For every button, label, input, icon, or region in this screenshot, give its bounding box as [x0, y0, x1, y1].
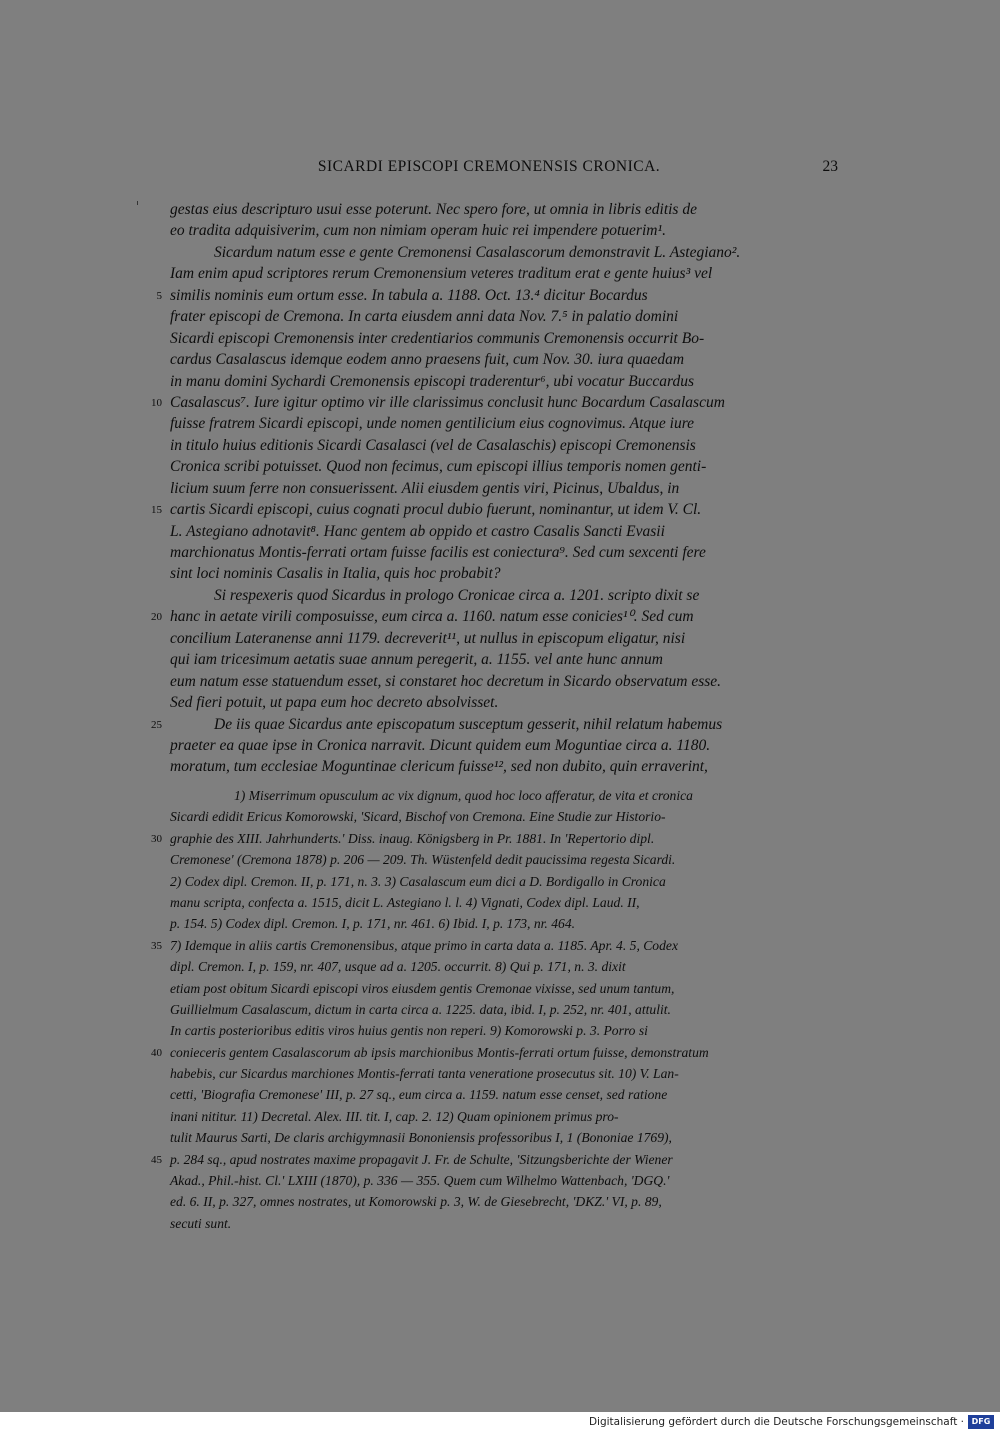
- footnote-line: [151, 1149, 838, 1170]
- footnote-line: [170, 849, 838, 870]
- line-text: in manu domini Sychardi Cremonensis episcopi traderentur⁶, ubi vocatur Buccardus: [170, 372, 695, 390]
- text-line: [156, 285, 838, 306]
- footnote-line: [170, 913, 838, 934]
- footnotes: [151, 785, 838, 1234]
- footnote-line: [170, 1106, 838, 1127]
- dfg-logo[interactable]: DFG: [968, 1415, 994, 1429]
- line-text: marchionatus Montis-ferrati ortam fuisse facilis est coniectura⁹. Sed cum sexcenti fere: [170, 544, 706, 561]
- text-line: [170, 628, 838, 649]
- text-line: [170, 263, 838, 284]
- line-text: In cartis posterioribus editis viros huius gentis non reperi. 9) Komorowski p. 3. Porro si: [170, 1023, 648, 1039]
- line-text: fuisse fratrem Sicardi episcopi, unde nomen gentilicium eius cognovimus. Atque iure: [170, 415, 695, 433]
- funding-notice: Digitalisierung gefördert durch die Deutsche Forschungsgemeinschaft ·: [588, 1416, 964, 1428]
- footnote-line: [170, 1084, 838, 1105]
- line-text: Iam enim apud scriptores rerum Cremonensium veteres traditum erat e gente huius³ vel: [170, 265, 713, 283]
- text-line: [170, 328, 838, 349]
- line-text: moratum, tum ecclesiae Moguntinae clericum fuisse¹², sed non dubito, quin erraverint,: [170, 758, 708, 776]
- text-line: [170, 435, 838, 456]
- line-text: cetti, 'Biografia Cremonese' III, p. 27 sq., eum circa a. 1159. natum esse censet, sed ratione: [170, 1087, 668, 1103]
- footnote-line: [170, 871, 838, 892]
- line-text: graphie des XIII. Jahrhunderts.' Diss. inaug. Königsberg in Pr. 1881. In 'Repertorio dipl.: [170, 830, 655, 846]
- footnote-line: [151, 828, 838, 849]
- line-number: 15: [151, 504, 162, 517]
- line-number: 5: [156, 289, 162, 302]
- text-line: [151, 714, 838, 735]
- footnote-line: [151, 935, 838, 956]
- line-text: eo tradita adquisiverim, cum non nimiam operam huic rei impendere potuerim¹.: [170, 222, 666, 240]
- line-text: licium suum ferre non consuerissent. Alii eiusdem gentis viri, Picinus, Ubaldus, in: [170, 479, 680, 497]
- line-number: 30: [151, 832, 162, 845]
- line-text: manu scripta, confecta a. 1515, dicit L. Astegiano l. l. 4) Vignati, Codex dipl. Laud. II,: [170, 894, 640, 910]
- text-line: [170, 242, 838, 263]
- line-text: etiam post obitum Sicardi episcopi viros eiusdem gentis Cremonae vixisse, sed unum tantum,: [170, 980, 675, 996]
- line-text: cartis Sicardi episcopi, cuius cognati procul dubio fuerunt, nominantur, ut idem V. Cl.: [170, 501, 702, 519]
- line-text: 1) Miserrimum opusculum ac vix dignum, quod hoc loco afferatur, de vita et cronica: [234, 788, 693, 803]
- footnote-line: [170, 956, 838, 977]
- text-line: [170, 563, 838, 584]
- page-header: [170, 158, 838, 182]
- running-title: SICARDI EPISCOPI CREMONENSIS CRONICA.: [317, 158, 661, 175]
- text-line: [170, 585, 838, 606]
- line-text: qui iam tricesimum aetatis suae annum peregerit, a. 1155. vel ante hunc annum: [170, 651, 663, 669]
- text-line: [170, 735, 838, 756]
- line-text: tulit Maurus Sarti, De claris archigymnasii Bononiensis professoribus I, 1 (Bononiae 1769),: [170, 1130, 672, 1146]
- line-text: dipl. Cremon. I, p. 159, nr. 407, usque ad a. 1205. occurrit. 8) Qui p. 171, n. 3. dixit: [170, 959, 626, 975]
- line-text: in titulo huius editionis Sicardi Casalasci (vel de Casalaschis) episcopi Cremonensis: [170, 436, 696, 454]
- line-text: Guillielmum Casalascum, dictum in carta circa a. 1225. data, ibid. I, p. 252, nr. 401, attulit.: [170, 1001, 671, 1017]
- line-text: habebis, cur Sicardus marchiones Montis-ferrati tanta veneratione prosecutus sit. 10) V. Lan-: [170, 1066, 679, 1082]
- text-line: [170, 220, 838, 241]
- text-line: [170, 371, 838, 392]
- line-text: p. 284 sq., apud nostrates maxime propagavit J. Fr. de Schulte, 'Sitzungsberichte der Wiener: [170, 1151, 673, 1167]
- text-line: [170, 478, 838, 499]
- text-line: [170, 671, 838, 692]
- line-text: Akad., Phil.-hist. Cl.' LXIII (1870), p. 336 — 355. Quem cum Wilhelmo Wattenbach, 'DGQ.': [170, 1173, 670, 1189]
- line-text: similis nominis eum ortum esse. In tabula a. 1188. Oct. 13.⁴ dicitur Bocardus: [170, 286, 648, 304]
- page-number: 23: [822, 158, 838, 175]
- line-text: praeter ea quae ipse in Cronica narravit. Dicunt quidem eum Moguntiae circa a. 1180.: [170, 736, 711, 754]
- text-line: [170, 306, 838, 327]
- line-text: inani nititur. 11) Decretal. Alex. III. tit. I, cap. 2. 12) Quam opinionem primus pro-: [170, 1108, 619, 1124]
- text-line: [170, 521, 838, 542]
- footnote-line: [170, 806, 838, 827]
- line-text: conieceris gentem Casalascorum ab ipsis marchionibus Montis-ferrati ortum fuisse, demonstratum: [170, 1044, 709, 1060]
- footnote-line: [170, 892, 838, 913]
- line-text: concilium Lateranense anni 1179. decreverit¹¹, ut nullus in episcopum eligatur, nisi: [170, 629, 686, 647]
- line-text: Cremonese' (Cremona 1878) p. 206 — 209. Th. Wüstenfeld dedit paucissima regesta Sicardi.: [170, 852, 676, 868]
- text-line: [170, 456, 838, 477]
- line-text: secuti sunt.: [170, 1215, 232, 1231]
- text-line: [170, 756, 838, 777]
- text-line: [170, 199, 838, 220]
- footnote-line: [170, 978, 838, 999]
- line-text: 2) Codex dipl. Cremon. II, p. 171, n. 3. 3) Casalascum eum dici a D. Bordigallo in Cronica: [170, 873, 666, 889]
- footnote-line: [170, 1170, 838, 1191]
- line-text: Sicardi episcopi Cremonensis inter credentiarios communis Cremonensis occurrit Bo-: [170, 329, 705, 347]
- line-text: sint loci nominis Casalis in Italia, quis hoc probabit?: [170, 565, 501, 583]
- footnote-line: [170, 1213, 838, 1234]
- footnote-line: [170, 999, 838, 1020]
- text-line: [170, 542, 838, 563]
- footnote-line: [170, 1127, 838, 1148]
- line-number: 45: [151, 1153, 162, 1166]
- line-text: 7) Idemque in aliis cartis Cremonensibus, atque primo in carta data a. 1185. Apr. 4. 5, Codex: [170, 937, 678, 953]
- line-text: Casalascus⁷. Iure igitur optimo vir ille clarissimus conclusit hunc Bocardum Casalascum: [170, 393, 725, 411]
- text-line: [170, 349, 838, 370]
- footnote-line: [151, 1042, 838, 1063]
- main-text: [151, 199, 838, 778]
- margin-mark: [137, 201, 138, 205]
- line-text: hanc in aetate virili composuisse, eum circa a. 1160. natum esse conicies¹⁰. Sed cum: [170, 608, 694, 626]
- footnote-line: [170, 785, 838, 806]
- line-text: Sicardi edidit Ericus Komorowski, 'Sicard, Bischof von Cremona. Eine Studie zur Historio-: [170, 809, 666, 825]
- footnote-line: [170, 1020, 838, 1041]
- text-line: [170, 692, 838, 713]
- line-text: Sicardum natum esse e gente Cremonensi Casalascorum demonstravit L. Astegiano².: [214, 243, 741, 261]
- line-text: Si respexeris quod Sicardus in prologo Cronicae circa a. 1201. scripto dixit se: [214, 586, 700, 604]
- line-text: eum natum esse statuendum esset, si constaret hoc decretum in Sicardo observatum esse.: [170, 672, 722, 690]
- line-number: 35: [151, 939, 162, 952]
- text-line: [170, 649, 838, 670]
- line-number: 40: [151, 1046, 162, 1059]
- footer-bar: [0, 1412, 1000, 1434]
- text-line: [151, 392, 838, 413]
- line-text: cardus Casalascus idemque eodem anno praesens fuit, cum Nov. 30. iura quaedam: [170, 351, 685, 369]
- text-line: [170, 413, 838, 434]
- text-line: [151, 606, 838, 627]
- line-number: 10: [151, 396, 162, 409]
- line-text: Sed fieri potuit, ut papa eum hoc decreto absolvisset.: [170, 694, 499, 712]
- line-text: De iis quae Sicardus ante episcopatum susceptum gesserit, nihil relatum habemus: [214, 715, 723, 733]
- line-text: p. 154. 5) Codex dipl. Cremon. I, p. 171, nr. 461. 6) Ibid. I, p. 173, nr. 464.: [170, 916, 576, 932]
- line-text: ed. 6. II, p. 327, omnes nostrates, ut Komorowski p. 3, W. de Giesebrecht, 'DKZ.' VI, p. 89,: [170, 1194, 662, 1210]
- text-line: [151, 499, 838, 520]
- line-text: gestas eius descripturo usui esse poterunt. Nec spero fore, ut omnia in libris editis de: [170, 201, 697, 218]
- line-text: L. Astegiano adnotavit⁸. Hanc gentem ab oppido et castro Casalis Sancti Evasii: [170, 522, 665, 540]
- footnote-line: [170, 1063, 838, 1084]
- line-number: 20: [151, 611, 162, 624]
- line-number: 25: [151, 718, 162, 731]
- line-text: frater episcopi de Cremona. In carta eiusdem anni data Nov. 7.⁵ in palatio domini: [170, 308, 679, 326]
- footnote-line: [170, 1191, 838, 1212]
- line-text: Cronica scribi potuisset. Quod non fecimus, cum episcopi illius temporis nomen genti-: [170, 458, 707, 476]
